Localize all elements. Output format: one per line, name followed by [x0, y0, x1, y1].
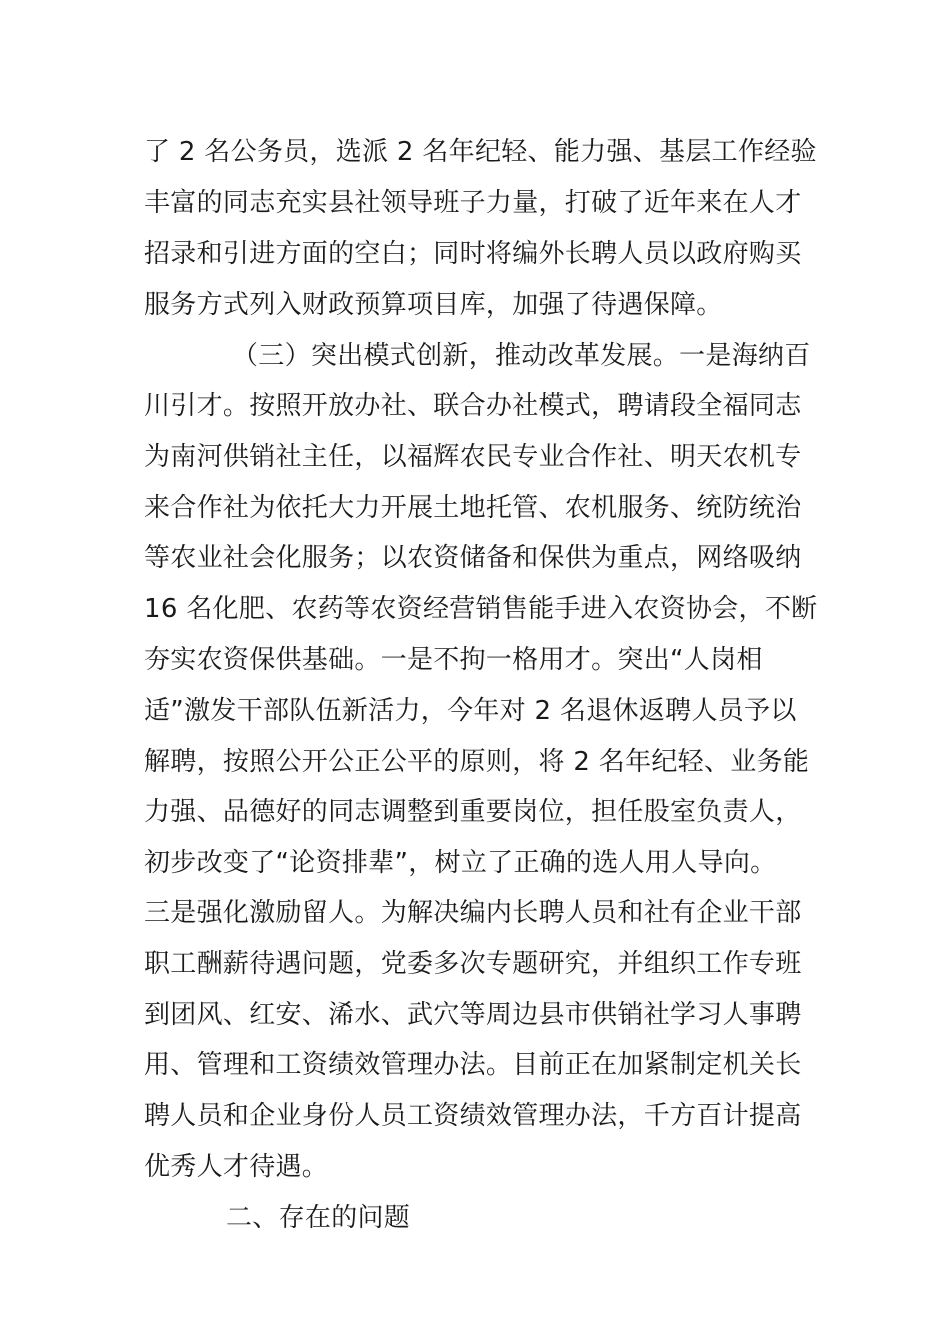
body-text-line: 三是强化激励留人。为解决编内长聘人员和社有企业干部 — [144, 898, 802, 928]
body-text-line: 了 2 名公务员，选派 2 名年纪轻、能力强、基层工作经验 — [144, 137, 817, 167]
body-text-line: 丰富的同志充实县社领导班子力量，打破了近年来在人才 — [144, 188, 802, 218]
body-text-line: 解聘，按照公开公正公平的原则，将 2 名年纪轻、业务能 — [144, 747, 810, 777]
body-text-line: 为南河供销社主任，以福辉农民专业合作社、明天农机专 — [144, 442, 802, 472]
body-text-line: 初步改变了“论资排辈”，树立了正确的选人用人导向。 — [144, 848, 777, 878]
section-heading-line: （三）突出模式创新，推动改革发展。一是海纳百 — [232, 341, 811, 371]
body-text-line: 招录和引进方面的空白；同时将编外长聘人员以政府购买 — [144, 239, 802, 269]
body-text-line: 服务方式列入财政预算项目库，加强了待遇保障。 — [144, 290, 723, 320]
body-text-line: 优秀人才待遇。 — [144, 1152, 329, 1182]
body-text-line: 川引才。按照开放办社、联合办社模式，聘请段全福同志 — [144, 391, 802, 421]
chapter-heading: 二、存在的问题 — [226, 1203, 411, 1233]
body-text-line: 聘人员和企业身份人员工资绩效管理办法，千方百计提高 — [144, 1101, 802, 1131]
body-text-line: 到团风、红安、浠水、武穴等周边县市供销社学习人事聘 — [144, 1000, 802, 1030]
body-text-line: 力强、品德好的同志调整到重要岗位，担任股室负责人， — [144, 797, 802, 827]
body-text-line: 用、管理和工资绩效管理办法。目前正在加紧制定机关长 — [144, 1050, 802, 1080]
body-text-line: 16 名化肥、农药等农资经营销售能手进入农资协会，不断 — [144, 594, 818, 624]
body-text-line: 适”激发干部队伍新活力，今年对 2 名退休返聘人员予以 — [144, 696, 797, 726]
body-text-line: 来合作社为依托大力开展土地托管、农机服务、统防统治 — [144, 493, 802, 523]
body-text-line: 夯实农资保供基础。一是不拘一格用才。突出“人岗相 — [144, 645, 763, 675]
body-text-line: 等农业社会化服务；以农资储备和保供为重点，网络吸纳 — [144, 543, 802, 573]
body-text-line: 职工酬薪待遇问题，党委多次专题研究，并组织工作专班 — [144, 949, 802, 979]
